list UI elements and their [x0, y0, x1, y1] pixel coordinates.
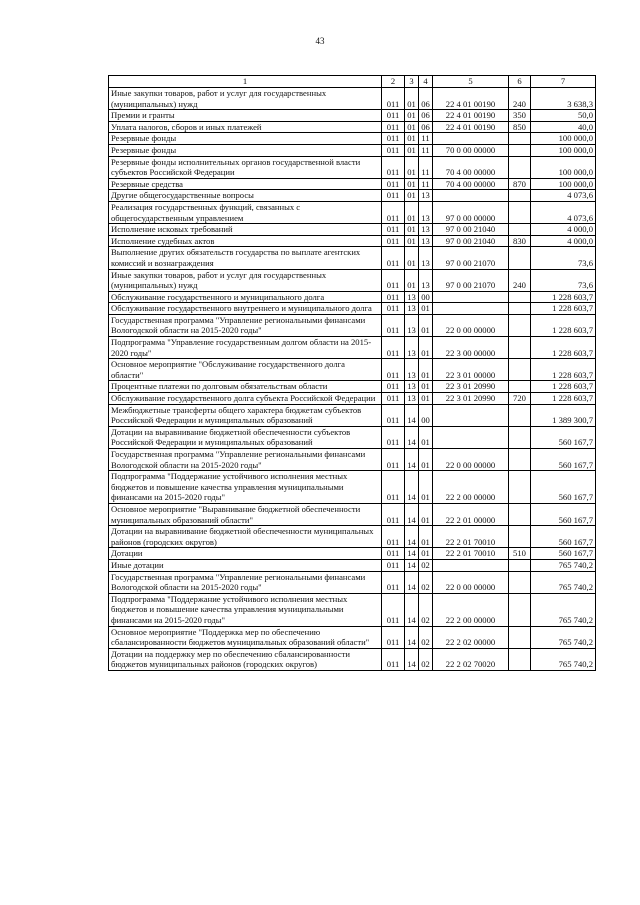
table-row [109, 201, 596, 223]
row-code-2: 011 [382, 559, 405, 571]
row-code-2: 011 [382, 110, 405, 122]
row-code-2: 011 [382, 314, 405, 336]
row-code-5 [433, 404, 509, 426]
row-code-6: 830 [509, 235, 531, 247]
row-code-3: 01 [405, 201, 419, 223]
row-code-2: 011 [382, 648, 405, 670]
row-code-6 [509, 291, 531, 303]
table-row [109, 381, 596, 393]
row-amount: 1 228 603,7 [531, 381, 596, 393]
row-code-2: 011 [382, 224, 405, 236]
row-name: Основное мероприятие "Обслуживание государственного долга области" [109, 359, 382, 381]
row-code-6 [509, 156, 531, 178]
table-row [109, 291, 596, 303]
row-code-2: 011 [382, 190, 405, 202]
row-amount: 100 000,0 [531, 133, 596, 145]
row-name: Обслуживание государственного внутреннего и муниципального долга [109, 303, 382, 315]
row-amount: 1 228 603,7 [531, 337, 596, 359]
row-code-6 [509, 359, 531, 381]
row-code-5 [433, 303, 509, 315]
row-code-2: 011 [382, 291, 405, 303]
row-name: Обслуживание государственного и муниципального долга [109, 291, 382, 303]
row-code-5: 22 2 00 00000 [433, 593, 509, 626]
table-row [109, 337, 596, 359]
row-code-2: 011 [382, 235, 405, 247]
row-code-5: 22 0 00 00000 [433, 571, 509, 593]
row-amount: 3 638,3 [531, 88, 596, 110]
row-code-3: 14 [405, 548, 419, 560]
row-name: Обслуживание государственного долга субъекта Российской Федерации [109, 393, 382, 405]
row-amount: 4 000,0 [531, 224, 596, 236]
table-body [109, 88, 596, 671]
row-code-3: 01 [405, 110, 419, 122]
row-amount: 1 228 603,7 [531, 291, 596, 303]
row-code-6 [509, 526, 531, 548]
header-cell-2: 2 [382, 76, 405, 88]
row-code-3: 14 [405, 426, 419, 448]
row-code-3: 01 [405, 235, 419, 247]
row-amount: 765 740,2 [531, 559, 596, 571]
row-amount: 1 389 300,7 [531, 404, 596, 426]
row-name: Исполнение исковых требований [109, 224, 382, 236]
row-code-3: 14 [405, 571, 419, 593]
row-code-5: 97 0 00 21040 [433, 235, 509, 247]
row-amount: 4 000,0 [531, 235, 596, 247]
row-amount: 40,0 [531, 121, 596, 133]
row-code-4: 02 [419, 648, 433, 670]
row-code-5: 22 4 01 00190 [433, 88, 509, 110]
row-code-6 [509, 404, 531, 426]
row-code-6 [509, 247, 531, 269]
row-name: Дотации на выравнивание бюджетной обеспеченности субъектов Российской Федерации и муниципальных образований [109, 426, 382, 448]
row-amount: 100 000,0 [531, 156, 596, 178]
row-code-2: 011 [382, 247, 405, 269]
row-code-3: 14 [405, 626, 419, 648]
row-code-3: 14 [405, 404, 419, 426]
row-code-3: 14 [405, 593, 419, 626]
row-code-5: 22 2 02 00000 [433, 626, 509, 648]
row-code-3: 01 [405, 133, 419, 145]
row-name: Уплата налогов, сборов и иных платежей [109, 121, 382, 133]
table-row [109, 121, 596, 133]
row-code-3: 01 [405, 224, 419, 236]
row-code-3: 01 [405, 144, 419, 156]
row-amount: 560 167,7 [531, 526, 596, 548]
row-code-6 [509, 449, 531, 471]
row-code-5 [433, 559, 509, 571]
row-code-2: 011 [382, 503, 405, 525]
row-code-6: 850 [509, 121, 531, 133]
row-code-2: 011 [382, 359, 405, 381]
row-code-4: 11 [419, 144, 433, 156]
row-code-3: 01 [405, 121, 419, 133]
table-row [109, 648, 596, 670]
row-code-5: 22 2 02 70020 [433, 648, 509, 670]
row-code-6 [509, 593, 531, 626]
row-code-4: 02 [419, 571, 433, 593]
table-row [109, 503, 596, 525]
row-code-4: 01 [419, 381, 433, 393]
header-cell-3: 3 [405, 76, 419, 88]
table-row [109, 393, 596, 405]
table-row [109, 190, 596, 202]
row-code-6 [509, 626, 531, 648]
row-code-4: 13 [419, 190, 433, 202]
table-row [109, 224, 596, 236]
row-code-3: 01 [405, 178, 419, 190]
header-cell-7: 7 [531, 76, 596, 88]
table-row [109, 571, 596, 593]
row-amount: 765 740,2 [531, 593, 596, 626]
row-code-4: 01 [419, 314, 433, 336]
row-code-6: 720 [509, 393, 531, 405]
row-name: Другие общегосударственные вопросы [109, 190, 382, 202]
header-cell-1: 1 [109, 76, 382, 88]
row-code-6: 350 [509, 110, 531, 122]
row-code-3: 14 [405, 559, 419, 571]
row-code-2: 011 [382, 381, 405, 393]
row-code-3: 13 [405, 359, 419, 381]
table-row [109, 144, 596, 156]
row-code-2: 011 [382, 426, 405, 448]
row-name: Межбюджетные трансферты общего характера бюджетам субъектов Российской Федерации и муниципальных образований [109, 404, 382, 426]
row-code-2: 011 [382, 526, 405, 548]
row-name: Резервные фонды [109, 133, 382, 145]
table-row [109, 449, 596, 471]
row-code-2: 011 [382, 201, 405, 223]
row-amount: 560 167,7 [531, 503, 596, 525]
row-code-4: 02 [419, 559, 433, 571]
table-row [109, 526, 596, 548]
row-code-4: 13 [419, 224, 433, 236]
row-amount: 765 740,2 [531, 571, 596, 593]
row-name: Выполнение других обязательств государства по выплате агентских комиссий и вознаграждения [109, 247, 382, 269]
row-code-2: 011 [382, 337, 405, 359]
table-row [109, 471, 596, 504]
row-code-5: 70 0 00 00000 [433, 144, 509, 156]
row-code-6 [509, 133, 531, 145]
row-code-2: 011 [382, 571, 405, 593]
row-code-5: 22 3 01 20990 [433, 393, 509, 405]
row-code-4: 02 [419, 626, 433, 648]
row-name: Подпрограмма "Управление государственным долгом области на 2015-2020 годы" [109, 337, 382, 359]
row-amount: 560 167,7 [531, 426, 596, 448]
row-code-2: 011 [382, 121, 405, 133]
table-row [109, 626, 596, 648]
row-code-5: 97 0 00 21070 [433, 247, 509, 269]
row-code-5 [433, 426, 509, 448]
row-name: Резервные фонды [109, 144, 382, 156]
row-name: Государственная программа "Управление региональными финансами Вологодской области на 2015-2020 годы" [109, 314, 382, 336]
row-name: Исполнение судебных актов [109, 235, 382, 247]
header-cell-6: 6 [509, 76, 531, 88]
row-code-3: 13 [405, 393, 419, 405]
row-code-6 [509, 503, 531, 525]
row-code-6 [509, 559, 531, 571]
row-code-6 [509, 648, 531, 670]
table-row [109, 110, 596, 122]
row-code-4: 01 [419, 449, 433, 471]
row-name: Дотации на выравнивание бюджетной обеспеченности муниципальных районов (городских округов) [109, 526, 382, 548]
row-amount: 1 228 603,7 [531, 393, 596, 405]
row-code-3: 14 [405, 471, 419, 504]
row-code-2: 011 [382, 449, 405, 471]
row-code-3: 01 [405, 247, 419, 269]
row-code-5: 22 2 01 70010 [433, 526, 509, 548]
table-row [109, 88, 596, 110]
row-code-6 [509, 314, 531, 336]
budget-table [108, 75, 596, 671]
row-amount: 4 073,6 [531, 201, 596, 223]
row-code-6 [509, 337, 531, 359]
table-row [109, 559, 596, 571]
row-code-4: 06 [419, 88, 433, 110]
row-code-6: 870 [509, 178, 531, 190]
row-code-4: 01 [419, 503, 433, 525]
row-code-2: 011 [382, 626, 405, 648]
row-code-4: 01 [419, 426, 433, 448]
row-code-4: 00 [419, 404, 433, 426]
page-number: 43 [315, 36, 325, 46]
row-code-3: 14 [405, 503, 419, 525]
row-code-6 [509, 471, 531, 504]
row-amount: 73,6 [531, 269, 596, 291]
header-cell-5: 5 [433, 76, 509, 88]
row-code-4: 01 [419, 393, 433, 405]
row-code-2: 011 [382, 269, 405, 291]
table-row [109, 303, 596, 315]
header-cell-4: 4 [419, 76, 433, 88]
row-name: Государственная программа "Управление региональными финансами Вологодской области на 2015-2020 годы" [109, 571, 382, 593]
row-code-5 [433, 190, 509, 202]
row-code-5: 97 0 00 21040 [433, 224, 509, 236]
row-code-4: 13 [419, 201, 433, 223]
row-name: Основное мероприятие "Поддержка мер по обеспечению сбалансированности бюджетов муниципальных образований области" [109, 626, 382, 648]
row-code-2: 011 [382, 303, 405, 315]
row-code-6 [509, 571, 531, 593]
row-amount: 4 073,6 [531, 190, 596, 202]
row-name: Подпрограмма "Поддержание устойчивого исполнения местных бюджетов и повышение качества управления муниципальными финансами на 2015-2020 годы" [109, 471, 382, 504]
row-code-4: 11 [419, 156, 433, 178]
row-code-6 [509, 190, 531, 202]
row-code-3: 13 [405, 303, 419, 315]
row-code-5: 22 0 00 00000 [433, 314, 509, 336]
table-row [109, 269, 596, 291]
table-row [109, 404, 596, 426]
row-name: Резервные средства [109, 178, 382, 190]
row-code-6 [509, 144, 531, 156]
row-code-4: 01 [419, 337, 433, 359]
row-name: Государственная программа "Управление региональными финансами Вологодской области на 2015-2020 годы" [109, 449, 382, 471]
row-code-2: 011 [382, 133, 405, 145]
row-amount: 560 167,7 [531, 471, 596, 504]
row-code-5: 70 4 00 00000 [433, 156, 509, 178]
row-code-5: 22 2 01 70010 [433, 548, 509, 560]
row-amount: 1 228 603,7 [531, 314, 596, 336]
row-code-4: 01 [419, 359, 433, 381]
row-amount: 100 000,0 [531, 144, 596, 156]
row-name: Резервные фонды исполнительных органов государственной власти субъектов Российской Федерации [109, 156, 382, 178]
row-code-6: 240 [509, 269, 531, 291]
row-code-6 [509, 224, 531, 236]
row-name: Дотации на поддержку мер по обеспечению сбалансированности бюджетов муниципальных районов (городских округов) [109, 648, 382, 670]
row-amount: 765 740,2 [531, 626, 596, 648]
row-code-4: 00 [419, 291, 433, 303]
row-code-2: 011 [382, 178, 405, 190]
row-code-5: 22 4 01 00190 [433, 121, 509, 133]
row-code-6: 240 [509, 88, 531, 110]
row-code-4: 01 [419, 303, 433, 315]
row-code-5: 22 4 01 00190 [433, 110, 509, 122]
row-name: Иные дотации [109, 559, 382, 571]
row-code-5: 97 0 00 21070 [433, 269, 509, 291]
row-code-2: 011 [382, 548, 405, 560]
row-code-3: 13 [405, 337, 419, 359]
row-code-3: 01 [405, 156, 419, 178]
row-code-3: 14 [405, 526, 419, 548]
row-code-5 [433, 133, 509, 145]
table-row [109, 156, 596, 178]
row-code-4: 01 [419, 526, 433, 548]
row-code-4: 06 [419, 121, 433, 133]
row-amount: 765 740,2 [531, 648, 596, 670]
table-row [109, 235, 596, 247]
row-code-3: 13 [405, 314, 419, 336]
row-code-5 [433, 291, 509, 303]
table-row [109, 133, 596, 145]
row-code-6 [509, 426, 531, 448]
table-row [109, 593, 596, 626]
table-row [109, 548, 596, 560]
row-name: Иные закупки товаров, работ и услуг для государственных (муниципальных) нужд [109, 269, 382, 291]
row-amount: 1 228 603,7 [531, 303, 596, 315]
row-code-5: 22 3 00 00000 [433, 337, 509, 359]
row-code-4: 13 [419, 235, 433, 247]
row-code-2: 011 [382, 88, 405, 110]
row-amount: 50,0 [531, 110, 596, 122]
row-code-4: 11 [419, 133, 433, 145]
row-code-5: 22 3 01 00000 [433, 359, 509, 381]
row-code-6 [509, 303, 531, 315]
row-code-5: 97 0 00 00000 [433, 201, 509, 223]
row-name: Основное мероприятие "Выравнивание бюджетной обеспеченности муниципальных образований области" [109, 503, 382, 525]
row-amount: 560 167,7 [531, 449, 596, 471]
row-name: Премии и гранты [109, 110, 382, 122]
row-code-2: 011 [382, 404, 405, 426]
row-code-4: 01 [419, 548, 433, 560]
row-code-6 [509, 381, 531, 393]
row-name: Подпрограмма "Поддержание устойчивого исполнения местных бюджетов и повышение качества управления муниципальными финансами на 2015-2020 годы" [109, 593, 382, 626]
row-code-5: 22 2 01 00000 [433, 503, 509, 525]
row-amount: 560 167,7 [531, 548, 596, 560]
row-name: Иные закупки товаров, работ и услуг для государственных (муниципальных) нужд [109, 88, 382, 110]
row-code-2: 011 [382, 144, 405, 156]
table-row [109, 314, 596, 336]
row-code-3: 13 [405, 291, 419, 303]
row-name: Реализация государственных функций, связанных с общегосударственным управлением [109, 201, 382, 223]
row-name: Дотации [109, 548, 382, 560]
row-code-3: 13 [405, 381, 419, 393]
row-code-2: 011 [382, 593, 405, 626]
row-code-4: 13 [419, 247, 433, 269]
row-code-4: 11 [419, 178, 433, 190]
row-code-6 [509, 201, 531, 223]
row-code-3: 01 [405, 269, 419, 291]
row-code-5: 22 3 01 20990 [433, 381, 509, 393]
row-amount: 100 000,0 [531, 178, 596, 190]
row-code-3: 14 [405, 449, 419, 471]
row-code-6: 510 [509, 548, 531, 560]
row-name: Процентные платежи по долговым обязательствам области [109, 381, 382, 393]
row-amount: 1 228 603,7 [531, 359, 596, 381]
table-row [109, 247, 596, 269]
row-code-2: 011 [382, 471, 405, 504]
row-code-4: 06 [419, 110, 433, 122]
row-code-2: 011 [382, 393, 405, 405]
table-row [109, 426, 596, 448]
row-code-4: 13 [419, 269, 433, 291]
row-code-4: 02 [419, 593, 433, 626]
row-code-5: 22 0 00 00000 [433, 449, 509, 471]
table-row [109, 359, 596, 381]
row-code-3: 01 [405, 88, 419, 110]
table-row [109, 178, 596, 190]
row-code-2: 011 [382, 156, 405, 178]
row-code-4: 01 [419, 471, 433, 504]
row-code-3: 14 [405, 648, 419, 670]
row-code-3: 01 [405, 190, 419, 202]
row-code-5: 22 2 00 00000 [433, 471, 509, 504]
row-code-5: 70 4 00 00000 [433, 178, 509, 190]
header-row [109, 76, 596, 88]
row-amount: 73,6 [531, 247, 596, 269]
